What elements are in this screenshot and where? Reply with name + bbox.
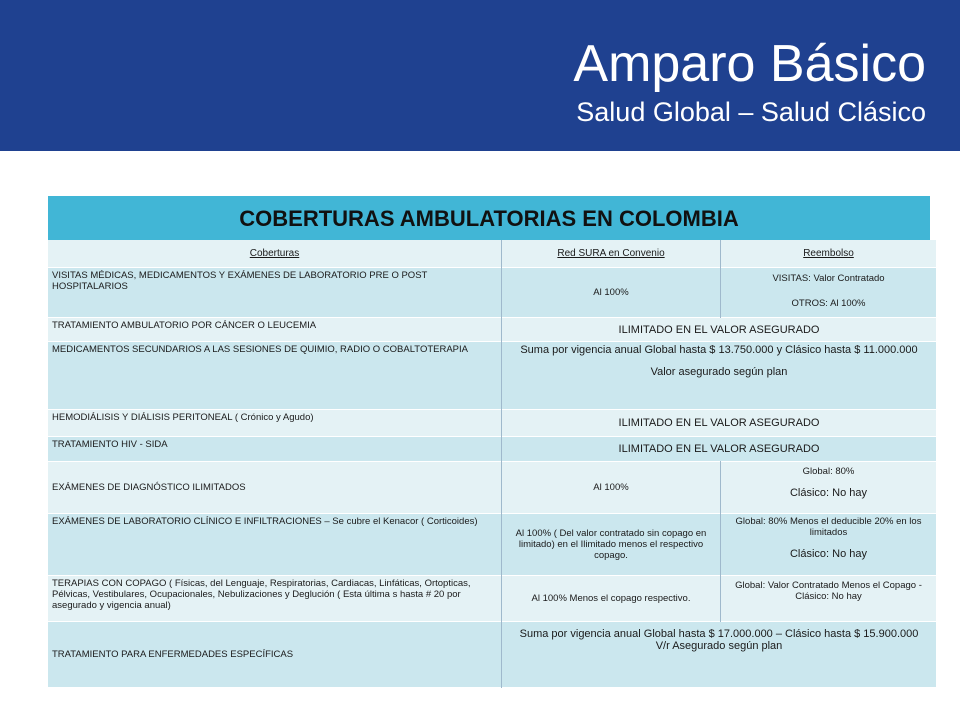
coverage-table-container <box>48 196 930 688</box>
table-row <box>48 268 936 318</box>
table-row <box>48 622 936 688</box>
row-merged-value: ILIMITADO EN EL VALOR ASEGURADO <box>502 318 937 342</box>
table-banner: COBERTURAS AMBULATORIAS EN COLOMBIA <box>48 196 930 240</box>
column-header-reembolso: Reembolso <box>721 240 937 268</box>
row-reembolso-cell <box>721 462 937 514</box>
header-banner <box>0 0 960 151</box>
table-row <box>48 342 936 410</box>
table-header-row <box>48 240 936 268</box>
row-red-value: Al 100% <box>502 268 721 318</box>
row-coverage-label: EXÁMENES DE LABORATORIO CLÍNICO E INFILTRACIONES – Se cubre el Kenacor ( Corticoides) <box>48 514 502 576</box>
row-merged-cell <box>502 342 937 410</box>
column-header-red-sura: Red SURA en Convenio <box>502 240 721 268</box>
row-merged-value: ILIMITADO EN EL VALOR ASEGURADO <box>502 410 937 437</box>
row-red-value: Al 100% <box>502 462 721 514</box>
table-row <box>48 437 936 462</box>
page-title: Amparo Básico <box>573 35 926 93</box>
row-coverage-label: TRATAMIENTO AMBULATORIO POR CÁNCER O LEUCEMIA <box>48 318 502 342</box>
table-row <box>48 462 936 514</box>
row-reembolso-value: Global: Valor Contratado Menos el Copago - Clásico: No hay <box>721 576 937 622</box>
row-merged-value: ILIMITADO EN EL VALOR ASEGURADO <box>502 437 937 462</box>
page-subtitle: Salud Global – Salud Clásico <box>576 97 926 127</box>
table-row <box>48 318 936 342</box>
row-coverage-label: TRATAMIENTO HIV - SIDA <box>48 437 502 462</box>
row-reembolso-line-2: Clásico: No hay <box>789 548 868 560</box>
row-merged-line-1: Suma por vigencia anual Global hasta $ 13.750.000 y Clásico hasta $ 11.000.000 <box>520 344 918 356</box>
row-reembolso-line-2: Clásico: No hay <box>789 487 868 499</box>
row-reembolso-line-2: OTROS: Al 100% <box>791 298 866 309</box>
row-reembolso-line-1: VISITAS: Valor Contratado <box>772 273 885 284</box>
table-row <box>48 514 936 576</box>
row-reembolso-line-1: Global: 80% <box>802 466 855 477</box>
row-reembolso-line-1: Global: 80% Menos el deducible 20% en los limitados <box>735 516 922 538</box>
row-red-value: Al 100% ( Del valor contratado sin copago en limitado) en el Ilimitado menos el respectivo copago. <box>502 514 721 576</box>
row-reembolso-cell <box>721 268 937 318</box>
row-coverage-label: MEDICAMENTOS SECUNDARIOS A LAS SESIONES DE QUIMIO, RADIO O COBALTOTERAPIA <box>48 342 502 410</box>
table-row <box>48 410 936 437</box>
row-reembolso-cell <box>721 514 937 576</box>
row-coverage-label: VISITAS MÉDICAS, MEDICAMENTOS Y EXÁMENES DE LABORATORIO PRE O POST HOSPITALARIOS <box>48 268 502 318</box>
row-coverage-label: TERAPIAS CON COPAGO ( Físicas, del Lenguaje, Respiratorias, Cardiacas, Linfáticas, Ortopticas, Pélvicas, Vestibulares, Ocupacionales, Nebulizaciones y Deglución ( Esta última s hasta # 20 por asegurado y vigencia anual) <box>48 576 502 622</box>
row-red-value: Al 100% Menos el copago respectivo. <box>502 576 721 622</box>
table-row <box>48 576 936 622</box>
row-coverage-label: TRATAMIENTO PARA ENFERMEDADES ESPECÍFICAS <box>48 622 502 688</box>
column-header-coberturas: Coberturas <box>48 240 502 268</box>
row-coverage-label: HEMODIÁLISIS Y DIÁLISIS PERITONEAL ( Crónico y Agudo) <box>48 410 502 437</box>
coverage-table <box>48 240 936 688</box>
row-merged-value: Suma por vigencia anual Global hasta $ 17.000.000 – Clásico hasta $ 15.900.000 V/r Asegurado según plan <box>502 622 937 688</box>
row-merged-line-2: Valor asegurado según plan <box>650 366 788 378</box>
row-coverage-label: EXÁMENES DE DIAGNÓSTICO ILIMITADOS <box>48 462 502 514</box>
